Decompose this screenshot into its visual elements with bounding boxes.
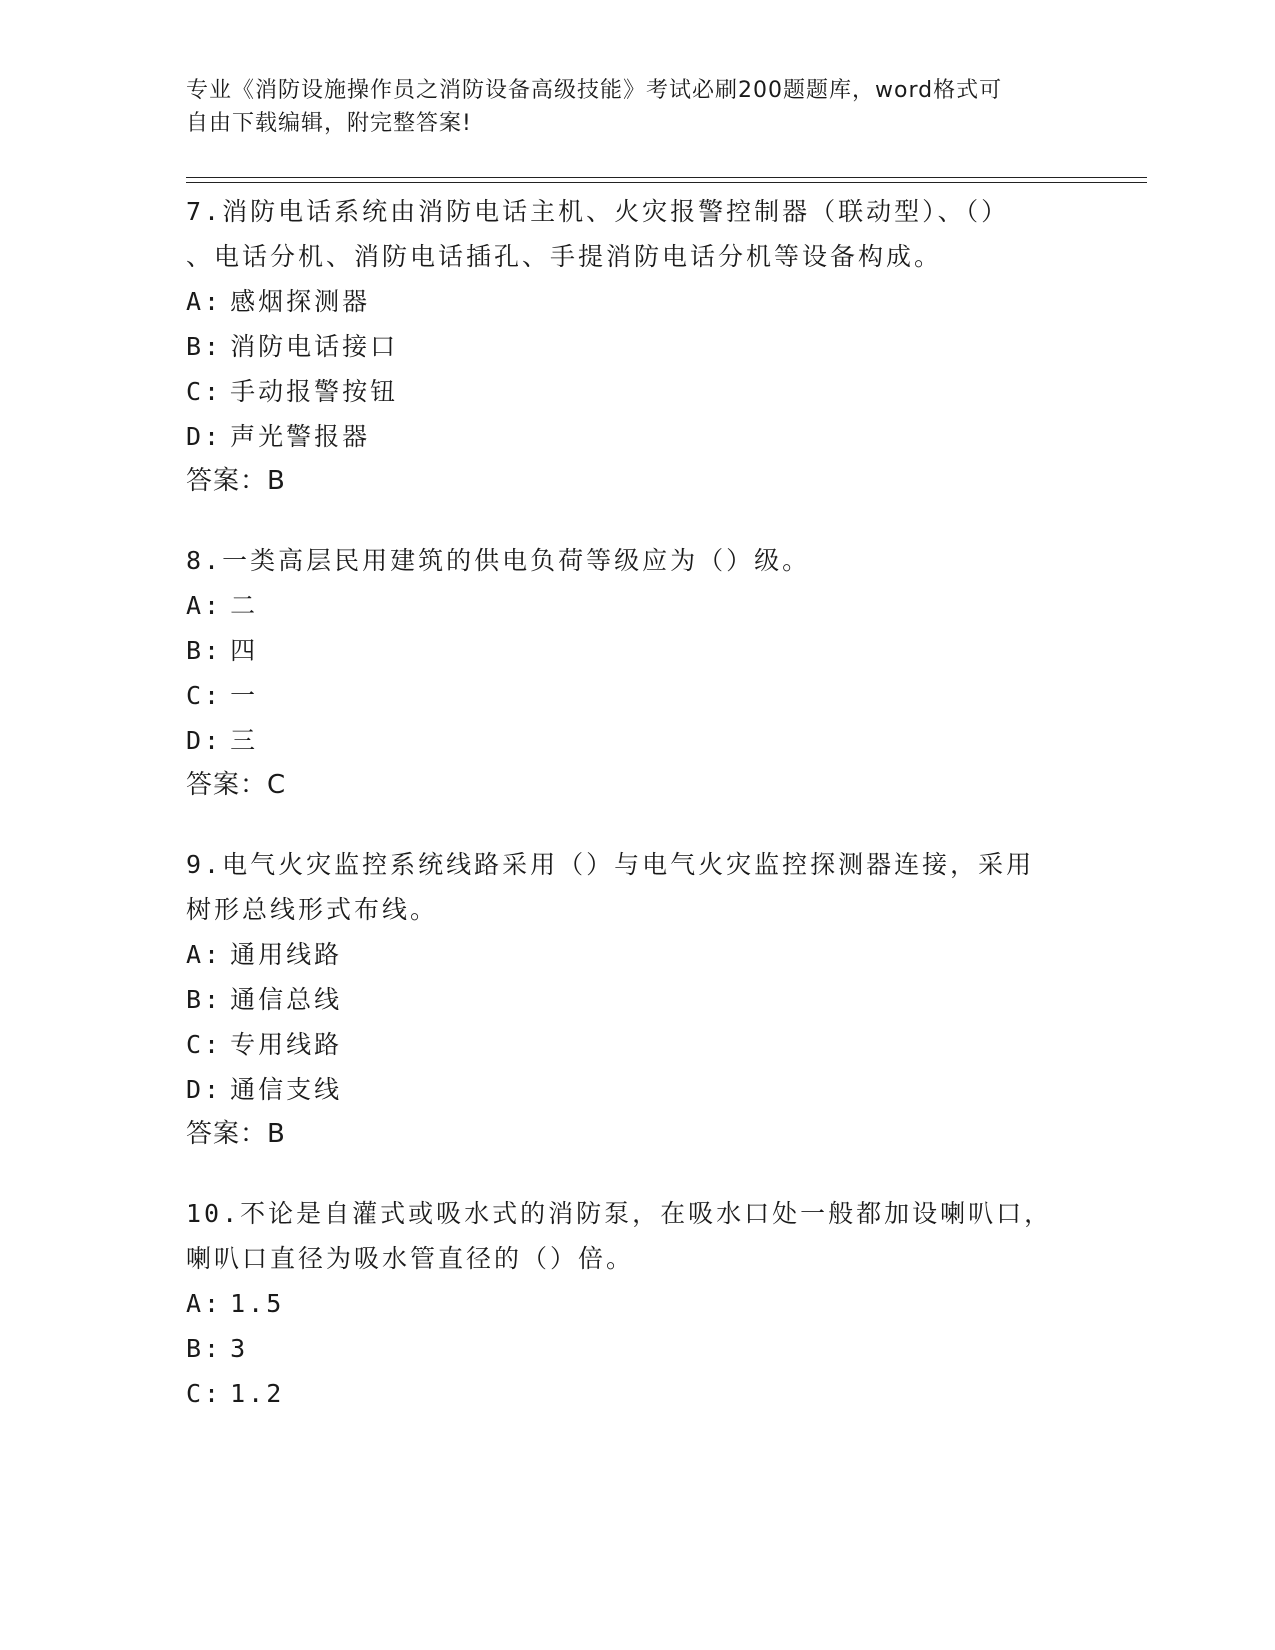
option-key: D: [186, 726, 223, 755]
option-key: C: [186, 1379, 223, 1408]
option-text: 四 [230, 636, 259, 665]
question-stem-line: 7.消防电话系统由消防电话主机、火灾报警控制器（联动型）、（） [186, 197, 1010, 226]
header-line-2: 自由下载编辑，附完整答案! [186, 111, 472, 136]
option-key: C: [186, 681, 223, 710]
option-d [186, 1067, 1066, 1112]
option-d [186, 414, 1066, 459]
option-key: D: [186, 422, 223, 451]
option-key: B: [186, 332, 223, 361]
question-stem-line: 9.电气火灾监控系统线路采用（）与电气火灾监控探测器连接，采用 [186, 850, 1035, 879]
question-list [186, 189, 1066, 1450]
option-text: 1.2 [230, 1379, 285, 1408]
option-text: 专用线路 [230, 1030, 343, 1059]
document-header [186, 74, 1066, 140]
option-d [186, 718, 1066, 763]
option-key: A: [186, 940, 223, 969]
answer-line: 答案：B [186, 466, 286, 496]
question-8 [186, 538, 1066, 808]
option-key: A: [186, 287, 223, 316]
question-stem-line: 、电话分机、消防电话插孔、手提消防电话分机等设备构成。 [186, 242, 943, 271]
answer-line: 答案：B [186, 1119, 286, 1149]
option-text: 通信支线 [230, 1075, 343, 1104]
option-text: 感烟探测器 [230, 287, 371, 316]
option-key: B: [186, 636, 223, 665]
option-key: B: [186, 985, 223, 1014]
option-text: 一 [230, 681, 259, 710]
option-key: D: [186, 1075, 223, 1104]
header-divider-bottom [186, 182, 1147, 183]
question-stem-line: 8.一类高层民用建筑的供电负荷等级应为（）级。 [186, 546, 811, 575]
option-key: C: [186, 1030, 223, 1059]
option-a [186, 1281, 1066, 1326]
option-a [186, 583, 1066, 628]
option-b [186, 628, 1066, 673]
header-divider-top [186, 177, 1147, 178]
option-key: C: [186, 377, 223, 406]
question-stem-line: 喇叭口直径为吸水管直径的（）倍。 [186, 1244, 635, 1273]
option-b [186, 977, 1066, 1022]
option-key: B: [186, 1334, 223, 1363]
option-a [186, 279, 1066, 324]
option-text: 通用线路 [230, 940, 343, 969]
option-c [186, 673, 1066, 718]
option-text: 二 [230, 591, 259, 620]
header-line-1: 专业《消防设施操作员之消防设备高级技能》考试必刷200题题库，word格式可 [186, 78, 1003, 103]
option-b [186, 324, 1066, 369]
option-c [186, 369, 1066, 414]
option-text: 3 [230, 1334, 249, 1363]
option-c [186, 1022, 1066, 1067]
question-9 [186, 842, 1066, 1157]
option-text: 手动报警按钮 [230, 377, 399, 406]
option-c [186, 1371, 1066, 1416]
option-key: A: [186, 1289, 223, 1318]
option-a [186, 932, 1066, 977]
question-10 [186, 1191, 1066, 1416]
question-stem-line: 树形总线形式布线。 [186, 895, 439, 924]
option-text: 通信总线 [230, 985, 343, 1014]
option-text: 消防电话接口 [230, 332, 399, 361]
option-b [186, 1326, 1066, 1371]
option-text: 三 [230, 726, 259, 755]
question-7 [186, 189, 1066, 504]
option-text: 1.5 [230, 1289, 285, 1318]
question-stem-line: 10.不论是自灌式或吸水式的消防泵，在吸水口处一般都加设喇叭口， [186, 1199, 1053, 1228]
option-text: 声光警报器 [230, 422, 371, 451]
option-key: A: [186, 591, 223, 620]
answer-line: 答案：C [186, 770, 287, 800]
